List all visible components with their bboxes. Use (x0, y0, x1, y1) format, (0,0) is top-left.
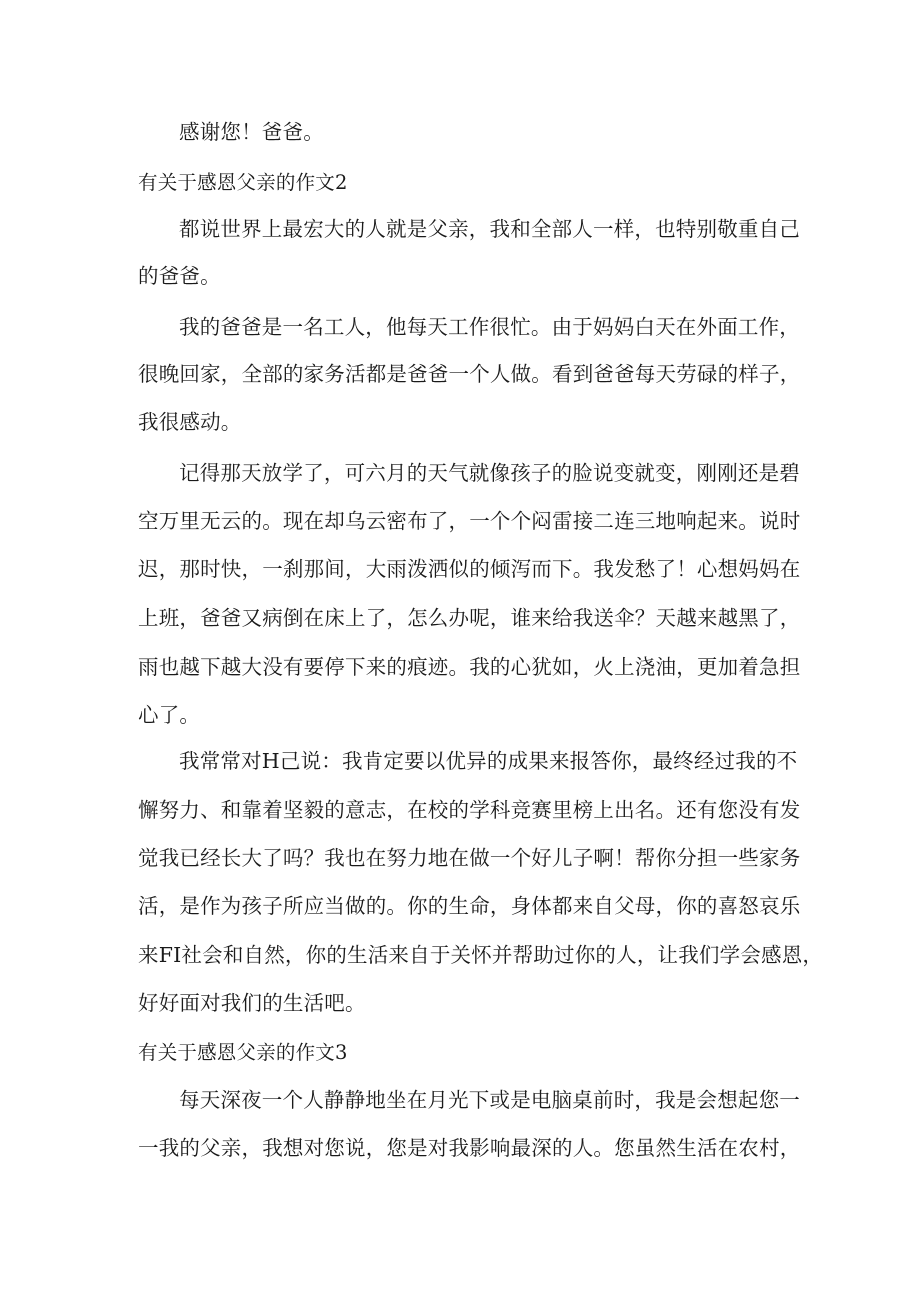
essay-2-paragraph-1-line-2: 的爸爸。 (138, 264, 221, 288)
closing-line: 感谢您！爸爸。 (179, 120, 324, 144)
essay-2-paragraph-4-line-4: 活，是作为孩子所应当做的。你的生命，身体都来自父母，你的喜怒哀乐 (138, 894, 801, 918)
essay-2-paragraph-2-line-2: 很晚回家，全部的家务活都是爸爸一个人做。看到爸爸每天劳碌的样子， (138, 362, 801, 386)
essay-2-paragraph-2-line-3: 我很感动。 (138, 410, 242, 434)
essay-2-paragraph-1-line-1: 都说世界上最宏大的人就是父亲，我和全部人一样，也特别敬重自己 (179, 217, 800, 241)
essay-3-heading: 有关于感恩父亲的作文3 (138, 1041, 348, 1064)
essay-3-paragraph-1-line-1: 每天深夜一个人静静地坐在月光下或是电脑桌前时，我是会想起您一 (179, 1088, 800, 1112)
essay-3-paragraph-1-line-2: 一我的父亲，我想对您说，您是对我影响最深的人。您虽然生活在农村， (138, 1136, 801, 1160)
essay-2-paragraph-3-line-2: 空万里无云的。现在却乌云密布了，一个个闷雷接二连三地响起来。说时 (138, 509, 801, 533)
essay-2-paragraph-3-line-6: 心了。 (138, 703, 201, 727)
essay-2-heading: 有关于感恩父亲的作文2 (138, 171, 348, 194)
essay-2-paragraph-4-line-5: 来FI社会和自然，你的生活来自于关怀并帮助过你的人，让我们学会感恩， (138, 943, 824, 967)
essay-2-paragraph-3-line-3: 迟，那时快，一刹那间，大雨泼洒似的倾泻而下。我发愁了！心想妈妈在 (138, 557, 801, 581)
essay-2-paragraph-2-line-1: 我的爸爸是一名工人，他每天工作很忙。由于妈妈白天在外面工作， (179, 315, 800, 339)
essay-2-paragraph-3-line-5: 雨也越下越大没有要停下来的痕迹。我的心犹如，火上浇油，更加着急担 (138, 655, 801, 679)
essay-2-paragraph-4-line-2: 懈努力、和靠着坚毅的意志，在校的学科竞赛里榜上出名。还有您没有发 (138, 798, 801, 822)
essay-2-paragraph-4-line-6: 好好面对我们的生活吧。 (138, 991, 366, 1015)
essay-2-paragraph-4-line-1: 我常常对H己说：我肯定要以优异的成果来报答你，最终经过我的不 (179, 749, 798, 773)
essay-2-paragraph-3-line-1: 记得那天放学了，可六月的天气就像孩子的脸说变就变，刚刚还是碧 (179, 461, 800, 485)
essay-2-paragraph-4-line-3: 觉我已经长大了吗？我也在努力地在做一个好儿子啊！帮你分担一些家务 (138, 846, 801, 870)
essay-2-paragraph-3-line-4: 上班，爸爸又病倒在床上了，怎么办呢，谁来给我送伞？天越来越黑了， (138, 606, 801, 630)
